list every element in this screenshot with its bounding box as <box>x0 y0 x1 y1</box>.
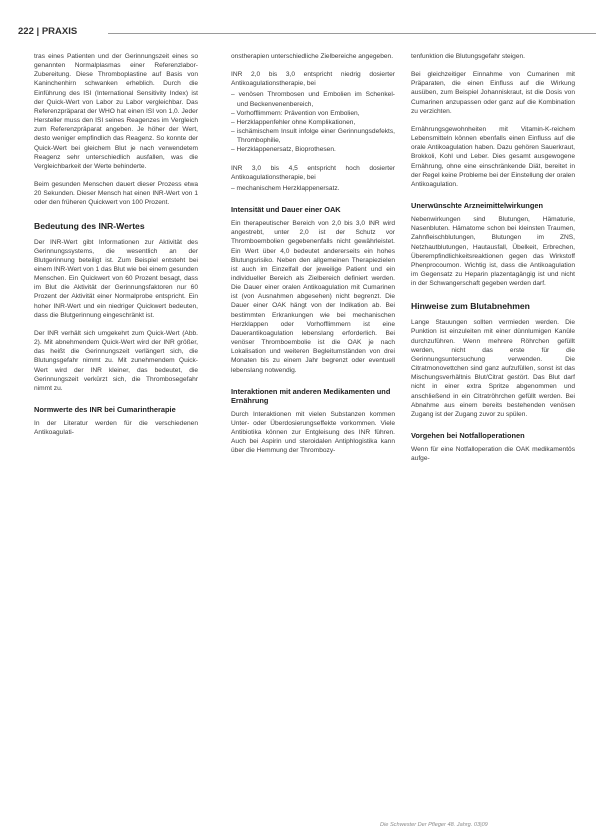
indication-list-low <box>231 90 395 154</box>
column-left <box>34 52 198 446</box>
header-separator: | <box>36 26 40 37</box>
page-header-label <box>18 26 77 37</box>
paragraph: Lange Stauungen sollten vermieden werden. Die Punktion ist einzuleiten mit einer dünnlumigen Kanüle durchzuführen. Wenn mehrere Röhrchen gefüllt werden, nicht das erste für die Gerinnungsuntersuchung verwenden. Die Citratmonovettchen sind ganz aufzufüllen, sonst ist das Mischungsverhältnis Blut/Citrat gestört. Das Blut darf nicht in einer extra Spritze abgenommen und anschließend in ein Citratröhrchen gefüllt werden. Bei Abnahme aus einem bereits bestehenden venösen Zugang ist der Zugang zuvor zu spülen. <box>411 319 575 418</box>
paragraph: tras eines Patienten und der Gerinnungszeit eines so genannten Normalplasmas einer Referenzlabor-Zubereitung. Diese Thromboplastine auf Basis von Kaninchenhirn schwanken erheblich. Durch die Einführung des ISI (International Sensitivity Index) ist der Quick-Wert von Labor zu Labor vergleichbar. Das Referenzpräparat der WHO hat einen ISI von 1,0. Jeder Hersteller muss den ISI seines Reagenzes im Vergleich zum Referenzpräparat angeben. Je höher der Wert, desto weniger empfindlich das Reagenz. So konnte der Quick-Wert bei gleichem Blut je nach verwendetem Reagenz sehr unterschiedlich ausfallen, was die Vergleichbarkeit der Werte behinderte. <box>34 53 198 170</box>
section-heading-sampling: Hinweise zum Blutabnehmen <box>411 301 530 312</box>
page-header <box>18 26 596 40</box>
list-item: – venösen Thrombosen und Embolien im Schenkel- und Beckenvenenbereich, <box>231 91 395 108</box>
list-item: – Herzklappenfehler ohne Komplikationen, <box>231 118 356 126</box>
paragraph: Der INR-Wert gibt Informationen zur Aktivität des Gerinnungssystems, die wesentlich an der Blutgerinnung beteiligt ist. Zum Beispiel entsteht bei einem INR-Wert von 1 das Blut wie bei einem gesunden Menschen. Ein Quickwert von 60 Prozent besagt, dass im Blut die Aktivität der Gerinnungsfaktoren nur 60 Prozent der Aktivität einer Normalprobe entspricht. Ein hoher INR-Wert und ein niedriger Quickwert bedeuten, dass die Blutgerinnung eingeschränkt ist. <box>34 238 198 319</box>
section-heading-normwerte: Normwerte des INR bei Cumarintherapie <box>34 405 176 414</box>
paragraph: In der Literatur werden für die verschiedenen Antikoagulati- <box>34 420 198 437</box>
column-middle <box>231 52 395 464</box>
paragraph: Ernährungsgewohnheiten mit Vitamin-K-reichem Lebensmitteln können ebenfalls einen Einfluss auf die orale Antikoagulation haben. Dazu gehören Sauerkraut, Brokkoli, Kohl und Leber. Dies gesamt ausgewogene Ernährung, ohne eine einschränkende Diät, bereitet in der Regel keine Probleme bei der Einstellung der oralen Antikoagulation. <box>411 125 575 188</box>
paragraph: INR 3,0 bis 4,5 entspricht hoch dosierter Antikoagulationstherapie, bei <box>231 164 395 181</box>
section-heading-side-effects: Unerwünschte Arzneimittelwirkungen <box>411 201 543 211</box>
section-heading-intensity: Intensität und Dauer einer OAK <box>231 205 341 215</box>
paragraph: INR 2,0 bis 3,0 entspricht niedrig dosierter Antikoagulationstherapie, bei <box>231 71 395 88</box>
column-right <box>411 52 575 472</box>
section-heading-inr: Bedeutung des INR-Wertes <box>34 220 145 231</box>
paragraph: Nebenwirkungen sind Blutungen, Hämaturie, Nasenbluten. Hämatome schon bei kleinsten Traumen, Zahnfleischblutungen, Blutungen im ZNS, Netzhautblutungen, Hautausfall, Übelkeit, Erbrechen, Überempfindlichkeitsreaktionen gegen das Wirkstoff Phenprocoumon. Wichtig ist, dass die Antikoagulation im Gegensatz zu Heparin plazentagängig ist und nicht in der Schwangerschaft gegeben werden darf. <box>411 216 575 288</box>
paragraph: Ein therapeutischer Bereich von 2,0 bis 3,0 INR wird angestrebt, unter 2,0 ist der Schutz vor Thromboembolien gegebenenfalls nicht gewährleistet. Ein Wert über 4,0 bedeutet andererseits ein hohes Blutungsrisiko. Neben den allgemeinen Therapiezielen ist auch im Einzelfall der jeweilige Patient und ein individueller Bereich als Zielbereich definiert werden. Die Dauer einer oralen Antikoagulation mit Cumarinen ist (von Ausnahmen abgesehen) nicht begrenzt. Die Dauer einer OAK hängt von der Indikation ab. Bei bestimmten Erkrankungen wie bei mechanischen Herzklappen oder Vorhofflimmern ist eine Dauerantikoagulation lebenslang erforderlich. Bei venöser Thromboembolie ist die OAK je nach Lokalisation und weiteren Begleitumständen von drei Monaten bis zu einem Jahr begrenzt oder eventuell lebenslang notwendig. <box>231 220 395 374</box>
section-heading-interactions: Interaktionen mit anderen Medikamenten und Ernährung <box>231 386 391 405</box>
paragraph: Beim gesunden Menschen dauert dieser Prozess etwa 20 Sekunden. Dieser Mensch hat einen INR-Wert von 1 oder den früheren Quickwert von 100 Prozent. <box>34 181 198 207</box>
paragraph: Bei gleichzeitiger Einnahme von Cumarinen mit Präparaten, die einen Einfluss auf die Wirkung ausüben, zum Beispiel Johanniskraut, ist die Dosis von Cumarinen anzupassen oder ganz auf die Kombination zu verzichten. <box>411 71 575 115</box>
paragraph: Wenn für eine Notfalloperation die OAK medikamentös aufge- <box>411 446 575 463</box>
indication-list-high <box>231 184 395 193</box>
list-item: – Herzklappenersatz, Bioprothesen. <box>231 146 336 154</box>
header-rule <box>108 33 596 34</box>
section-heading-emergency: Vorgehen bei Notfalloperationen <box>411 431 525 440</box>
paragraph: Der INR verhält sich umgekehrt zum Quick-Wert (Abb. 2). Mit abnehmendem Quick-Wert wird der INR größer, das heißt die Gerinnungszeit verlängert sich, die Blutungsgefahr nimmt zu. Mit zunehmendem Quick-Wert wird der INR kleiner, das bedeutet, die Gerinnungszeit verkürzt sich, die Thrombosegefahr nimmt zu. <box>34 329 198 392</box>
paragraph: Durch Interaktionen mit vielen Substanzen kommen Unter- oder Überdosierungseffekte vorkommen. Viele Antibiotika können zur Entgleisung des INR führen. Auch bei Aspirin und steroidalen Antiphlogistika kann über die Hemmung der Thrombozy- <box>231 410 395 455</box>
list-item: – mechanischem Herzklappenersatz. <box>231 184 340 192</box>
list-item: – ischämischem Insult infolge einer Gerinnungsdefekts, Thrombophilie, <box>231 128 395 145</box>
paragraph: onstherapien unterschiedliche Zielbereiche angegeben. <box>231 53 394 60</box>
section-name: PRAXIS <box>41 26 78 37</box>
list-item: – Vorhofflimmern: Prävention von Embolien, <box>231 109 360 117</box>
page-footer: Die Schwester Der Pfleger 48. Jahrg. 03|09 <box>380 822 488 828</box>
page-number: 222 <box>18 26 34 37</box>
paragraph: tenfunktion die Blutungsgefahr steigen. <box>411 53 526 60</box>
